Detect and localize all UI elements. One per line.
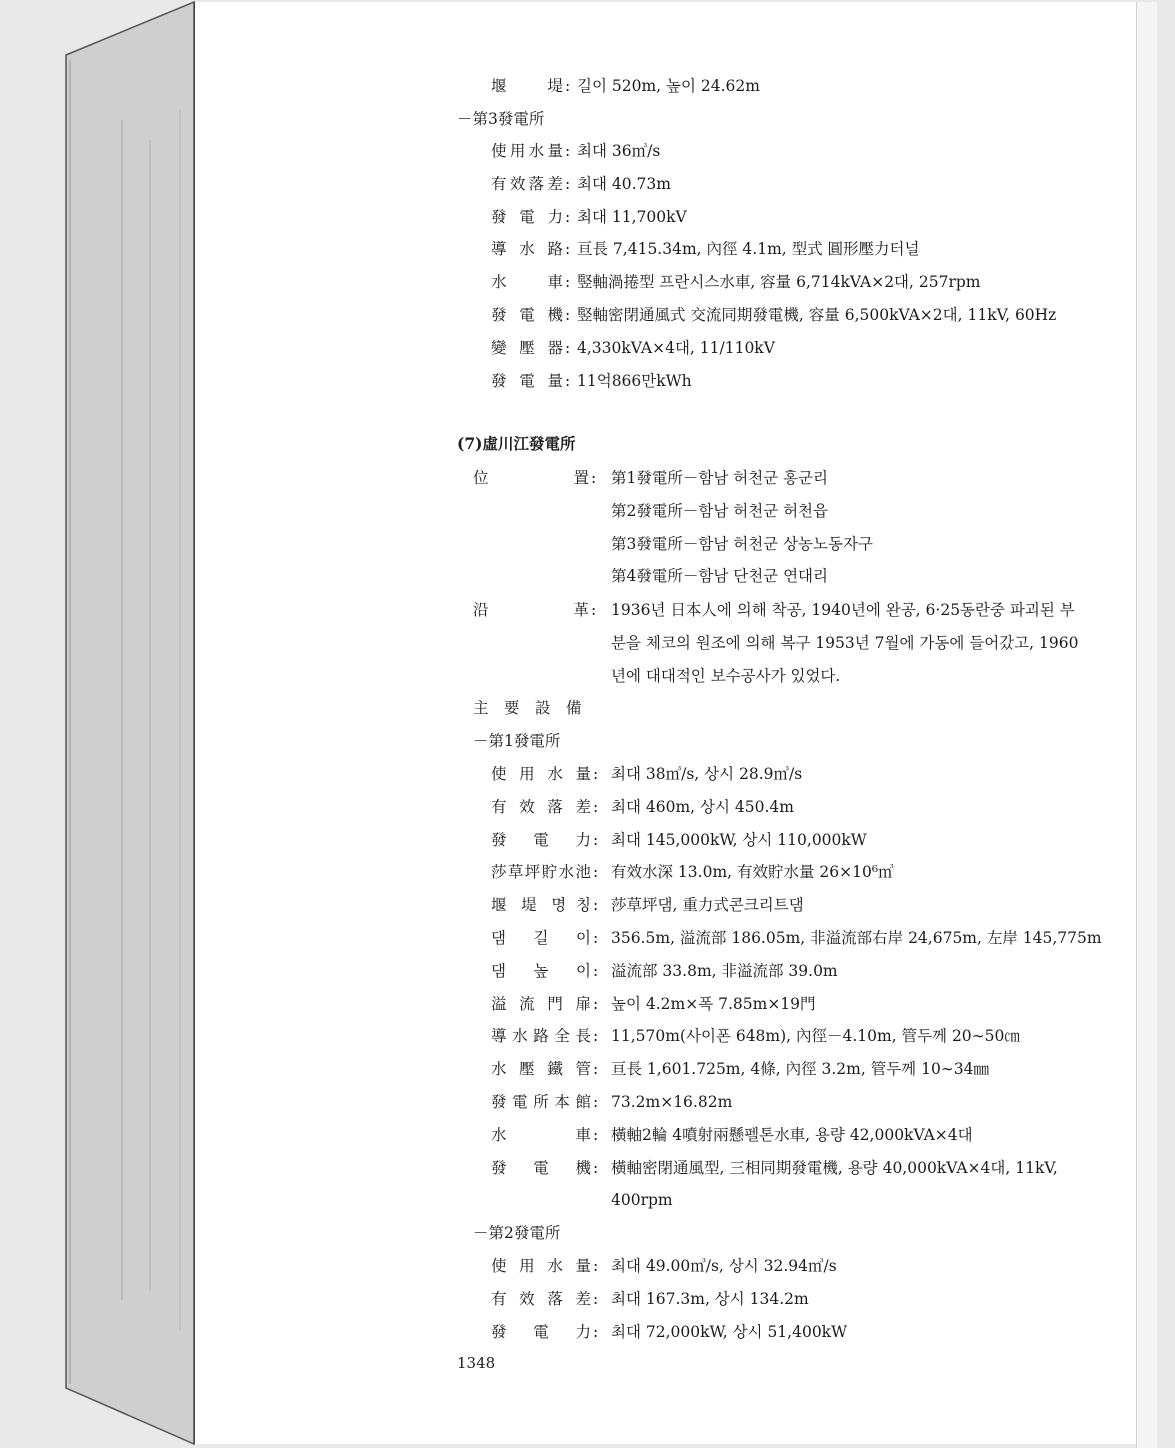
field-value: 73.2m×16.82m [611,1093,733,1111]
field-label: 發 電 機 [491,306,563,324]
field-label: 發 電 力 [491,830,591,849]
field-value: 최대 145,000kW, 상시 110,000kW [611,830,867,849]
page-number: 1348 [457,1354,496,1372]
plant3-title: －第3發電所 [457,110,545,128]
colon: : [593,1060,599,1079]
plant1-row [195,796,1157,818]
colon: : [593,1158,599,1177]
history-line: 년에 대대적인 보수공사가 있었다. [611,667,841,685]
field-value: 최대 40.73m [577,174,671,193]
colon: : [591,601,597,619]
field-value: 橫軸密閉通風型, 三相同期發電機, 용량 40,000kVA×4대, 11kV, [611,1158,1058,1177]
plant2-row [195,1255,1157,1277]
field-value: 竪軸密閉通風式 交流同期發電機, 容量 6,500kVA×2대, 11kV, 60Hz [577,306,1057,324]
field-value: 최대 460m, 상시 450.4m [611,797,794,816]
colon: : [593,797,599,816]
plant1-row [195,861,1157,883]
main-equipment-heading: 主 要 設 備 [473,699,582,717]
colon: : [565,174,571,193]
field-value: 높이 4.2m×폭 7.85m×19門 [611,994,816,1013]
colon: : [593,1257,599,1275]
plant1-row [195,1091,1157,1113]
location-row [195,467,1157,489]
field-value: 최대 36㎥/s [577,142,661,160]
colon: : [565,306,571,324]
field-label: 댐 길 이 [491,929,591,947]
field-value: 최대 167.3m, 상시 134.2m [611,1289,809,1308]
plant3-row [195,337,1157,359]
field-label: 發 電 量 [491,371,563,390]
colon: : [565,207,571,226]
colon: : [593,765,599,783]
field-label: 堰 堤 [491,77,563,95]
colon: : [593,961,599,980]
field-value: 최대 38㎥/s, 상시 28.9㎥/s [611,765,803,783]
colon: : [565,142,571,160]
field-label: 有效落差 [491,174,563,193]
plant1-row [195,894,1157,916]
page-content [195,2,1157,1444]
field-label: 導 水 路 [491,240,563,259]
colon: : [593,994,599,1013]
field-value: 竪軸渦捲型 프란시스水車, 容量 6,714kVA×2대, 257rpm [577,273,981,292]
field-value: 亘長 7,415.34m, 內徑 4.1m, 型式 圓形壓力터널 [577,240,920,259]
plant2-row [195,1288,1157,1310]
colon: : [593,1093,599,1111]
plant2-title: －第2發電所 [473,1224,561,1243]
field-label: 有 效 落 差 [491,797,591,816]
field-value: 11,570m(사이폰 648m), 內徑－4.10m, 管두께 20∼50㎝ [611,1027,1020,1046]
plant1-row [195,960,1157,982]
field-label: 使 用 水 量 [491,1257,591,1275]
plant1-row [195,829,1157,851]
field-value: 11억866만kWh [577,371,692,390]
colon: : [593,1125,599,1144]
plant1-row [195,1025,1157,1047]
field-label: 使 用 水 量 [491,765,591,783]
location-line: 第2發電所－함남 허천군 허천읍 [611,501,829,520]
colon: : [593,1027,599,1046]
colon: : [593,1289,599,1308]
field-label: 莎草坪貯水池 [491,863,591,882]
field-value: 莎草坪댐, 重力式콘크리트댐 [611,896,804,915]
plant3-row [195,271,1157,293]
field-value: 4,330kVA×4대, 11/110kV [577,338,775,357]
plant1-row [195,1157,1157,1179]
colon: : [565,273,571,292]
plant1-row [195,763,1157,785]
plant1-row [195,927,1157,949]
field-value: 최대 72,000kW, 상시 51,400kW [611,1322,848,1341]
colon: : [565,338,571,357]
plant2-row [195,1321,1157,1343]
field-label: 溢 流 門 扉 [491,994,591,1013]
colon: : [565,240,571,259]
field-label: 댐 높 이 [491,961,591,980]
field-value: 溢流部 33.8m, 非溢流部 39.0m [611,961,838,980]
field-value: 길이 520m, 높이 24.62m [577,77,760,95]
history-row [195,599,1157,621]
location-line: 第3發電所－함남 허천군 상농노동자구 [611,534,873,553]
document-page [194,2,1157,1444]
field-value: 有效水深 13.0m, 有效貯水量 26×10⁶㎥ [611,863,894,882]
field-label: 發 電 力 [491,207,563,226]
field-value: 356.5m, 溢流部 186.05m, 非溢流部右岸 24,675m, 左岸 145,775m [611,929,1102,947]
field-label: 使用水量 [491,142,563,160]
field-value: 최대 11,700kV [577,207,687,226]
field-value: 第1發電所－함남 허천군 홍군리 [611,469,829,487]
colon: : [593,929,599,947]
section-title: (7)虛川江發電所 [457,434,576,453]
field-label: 沿 革 [473,601,589,619]
field-value: 1936년 日本人에 의해 착공, 1940년에 완공, 6·25동란중 파괴된 부 [611,601,1075,619]
field-label: 水 車 [491,1125,591,1144]
plant1-row [195,1058,1157,1080]
field-label: 水 壓 鐵 管 [491,1060,591,1079]
plant3-row [195,238,1157,260]
history-line: 분을 체코의 원조에 의해 복구 1953년 7월에 가동에 들어갔고, 1960 [611,634,1079,652]
field-value: 최대 49.00㎥/s, 상시 32.94㎥/s [611,1257,837,1275]
colon: : [591,469,597,487]
generator-cont-line: 400rpm [611,1191,673,1210]
field-label: 發 電 力 [491,1322,591,1341]
plant1-row [195,993,1157,1015]
colon: : [593,1322,599,1341]
field-label: 導水路全長 [491,1027,591,1046]
location-line: 第4發電所－함남 단천군 연대리 [611,567,829,586]
plant3-row [195,304,1157,326]
colon: : [565,371,571,390]
plant3-row [195,206,1157,228]
plant3-row [195,140,1157,162]
plant1-title: －第1發電所 [473,732,561,750]
field-label: 位 置 [473,469,589,487]
field-label: 水 車 [491,273,563,292]
colon: : [565,77,571,95]
field-label: 發 電 機 [491,1158,591,1177]
plant1-row [195,1124,1157,1146]
colon: : [593,896,599,915]
plant3-row [195,370,1157,392]
plant3-row [195,173,1157,195]
field-label: 有 效 落 差 [491,1289,591,1308]
colon: : [593,830,599,849]
field-label: 堰 堤 명 칭 [491,896,591,915]
field-label: 變 壓 器 [491,338,563,357]
field-label: 發電所本館 [491,1093,591,1111]
colon: : [593,863,599,882]
dam-row [195,75,1157,97]
field-value: 亘長 1,601.725m, 4條, 內徑 3.2m, 管두께 10∼34㎜ [611,1060,990,1079]
field-value: 橫軸2輪 4噴射兩懸펠톤水車, 용량 42,000kVA×4대 [611,1125,973,1144]
